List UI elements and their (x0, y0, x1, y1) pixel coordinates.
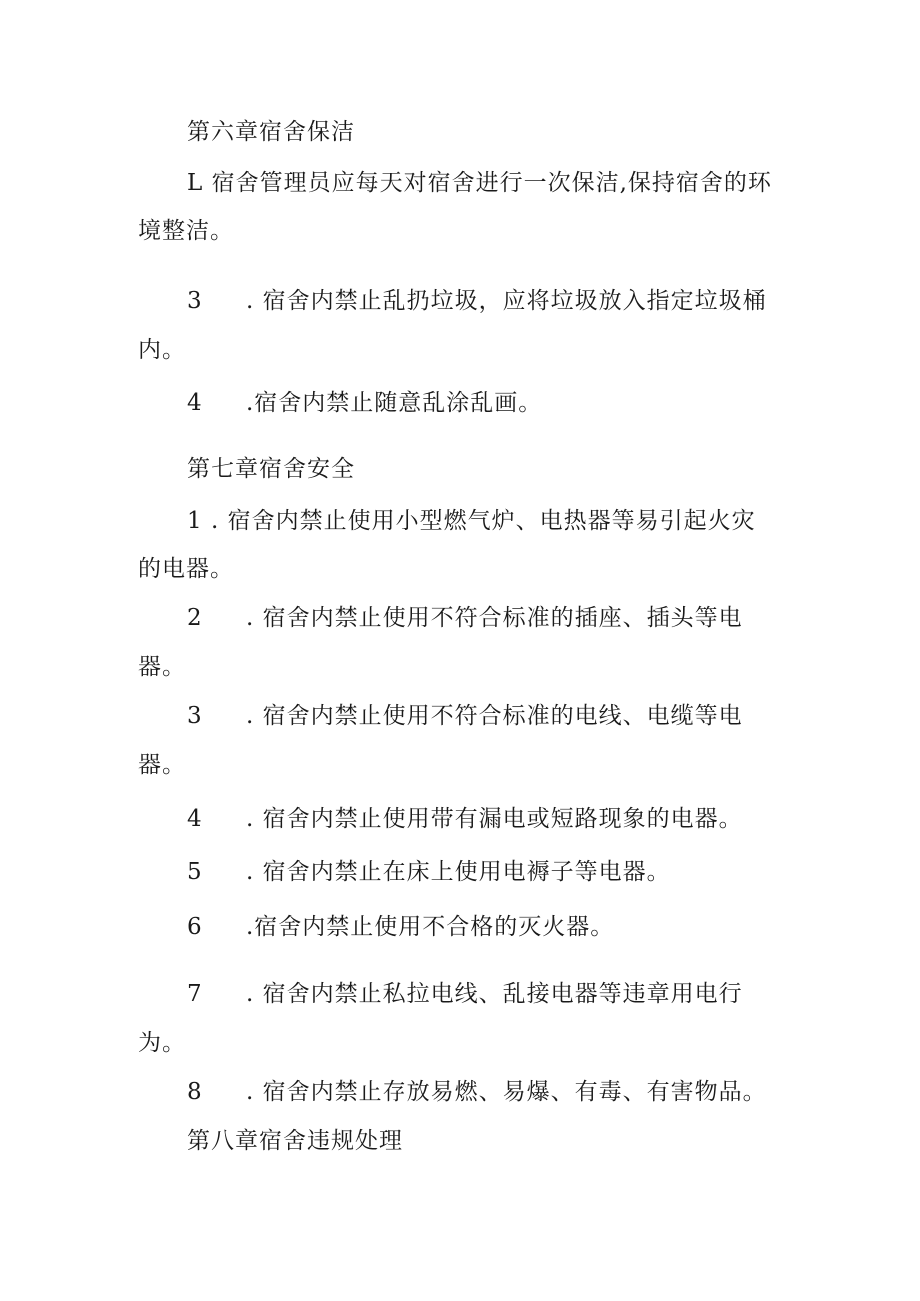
ch7-item-5-number: 5 (187, 859, 202, 885)
ch6-item-1-line-2: 境整洁。 (138, 218, 234, 244)
ch7-item-3-number: 3 (187, 703, 202, 729)
ch6-item-3-line-1: . 宿舍内禁止乱扔垃圾，应将垃圾放入指定垃圾桶 (246, 288, 767, 314)
ch7-item-4-number: 4 (187, 806, 202, 832)
ch7-item-6-number: 6 (187, 914, 202, 940)
ch7-item-6-line-1: .宿舍内禁止使用不合格的灭火器。 (246, 914, 615, 940)
ch6-item-3-number: 3 (187, 288, 202, 314)
ch7-item-5-line-1: . 宿舍内禁止在床上使用电褥子等电器。 (246, 859, 671, 885)
ch6-item-3-line-2: 内。 (138, 337, 186, 363)
ch7-item-3-line-1: . 宿舍内禁止使用不符合标准的电线、电缆等电 (246, 703, 743, 729)
ch7-item-2-number: 2 (187, 605, 202, 631)
ch7-item-8-line-1: . 宿舍内禁止存放易燃、易爆、有毒、有害物品。 (246, 1079, 767, 1105)
ch6-item-4-line-1: .宿舍内禁止随意乱涂乱画。 (246, 390, 543, 416)
ch7-item-1-line-2: 的电器。 (138, 556, 234, 582)
ch6-item-4-number: 4 (187, 390, 202, 416)
ch7-item-2-line-1: . 宿舍内禁止使用不符合标准的插座、插头等电 (246, 605, 743, 631)
chapter-6-heading: 第六章宿舍保洁 (187, 119, 355, 145)
ch7-item-4-line-1: . 宿舍内禁止使用带有漏电或短路现象的电器。 (246, 806, 743, 832)
ch7-item-7-line-2: 为。 (138, 1030, 186, 1056)
ch7-item-8-number: 8 (187, 1079, 202, 1105)
ch7-item-3-line-2: 器。 (138, 752, 186, 778)
ch7-item-7-line-1: . 宿舍内禁止私拉电线、乱接电器等违章用电行 (246, 981, 743, 1007)
ch7-item-1-line-1: 1 . 宿舍内禁止使用小型燃气炉、电热器等易引起火灾 (187, 508, 756, 534)
ch6-item-1-line-1: L 宿舍管理员应每天对宿舍进行一次保洁,保持宿舍的环 (187, 170, 772, 196)
chapter-8-heading: 第八章宿舍违规处理 (187, 1128, 403, 1154)
chapter-7-heading: 第七章宿舍安全 (187, 456, 355, 482)
ch7-item-2-line-2: 器。 (138, 654, 186, 680)
ch7-item-7-number: 7 (187, 981, 202, 1007)
